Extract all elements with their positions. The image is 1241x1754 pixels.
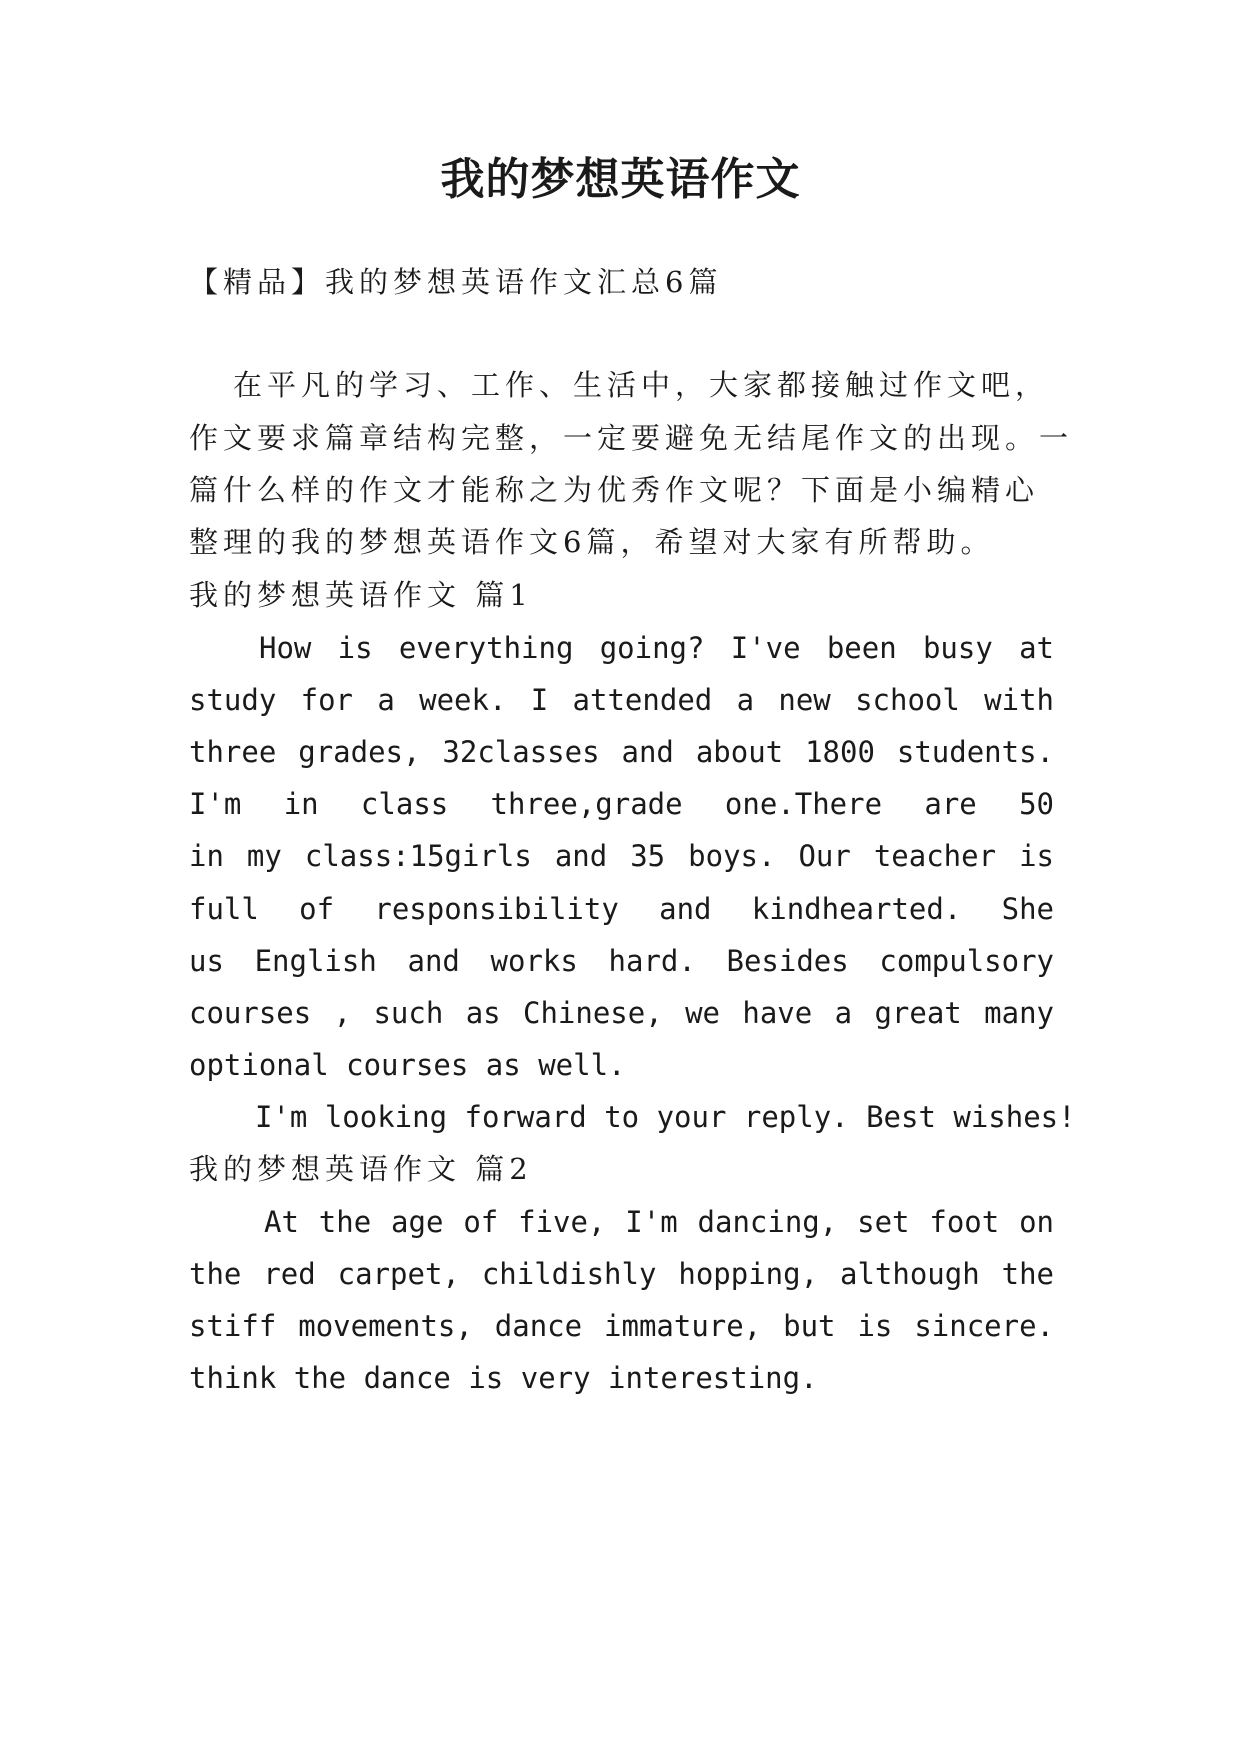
paragraph-line: optional courses as well. bbox=[189, 1048, 626, 1082]
paragraph-line: three grades, 32classes and about 1800 students. bbox=[189, 735, 1054, 769]
intro-line: 整理的我的梦想英语作文6篇，希望对大家有所帮助。 bbox=[189, 525, 995, 559]
paragraph-line: the red carpet, childishly hopping, although the bbox=[189, 1257, 1054, 1291]
paragraph-line: full of responsibility and kindhearted. She bbox=[189, 892, 1054, 926]
paragraph-line: At the age of five, I'm dancing, set foot on bbox=[264, 1205, 1054, 1239]
paragraph-line: courses , such as Chinese, we have a great many bbox=[189, 996, 1054, 1030]
paragraph-line: stiff movements, dance immature, but is sincere. bbox=[189, 1309, 1054, 1343]
paragraph-line: study for a week. I attended a new school with bbox=[189, 683, 1054, 717]
closing-line: I'm looking forward to your reply. Best wishes! bbox=[255, 1100, 1076, 1134]
paragraph-line: How is everything going? I've been busy at bbox=[259, 631, 1054, 665]
document-title: 我的梦想英语作文 bbox=[440, 154, 801, 205]
paragraph-line: us English and works hard. Besides compulsory bbox=[189, 944, 1054, 978]
section-heading: 我的梦想英语作文 篇2 bbox=[189, 1152, 533, 1186]
document-subtitle: 【精品】我的梦想英语作文汇总6篇 bbox=[189, 265, 723, 299]
paragraph-line: think the dance is very interesting. bbox=[189, 1361, 818, 1395]
section-heading: 我的梦想英语作文 篇1 bbox=[189, 578, 533, 612]
intro-line: 作文要求篇章结构完整，一定要避免无结尾作文的出现。一 bbox=[189, 421, 1074, 455]
intro-line: 篇什么样的作文才能称之为优秀作文呢？下面是小编精心 bbox=[189, 473, 1040, 507]
paragraph-line: I'm in class three,grade one.There are 50 bbox=[189, 787, 1054, 821]
paragraph-line: in my class:15girls and 35 boys. Our teacher is bbox=[189, 839, 1054, 873]
intro-line: 在平凡的学习、工作、生活中，大家都接触过作文吧， bbox=[233, 368, 1050, 402]
